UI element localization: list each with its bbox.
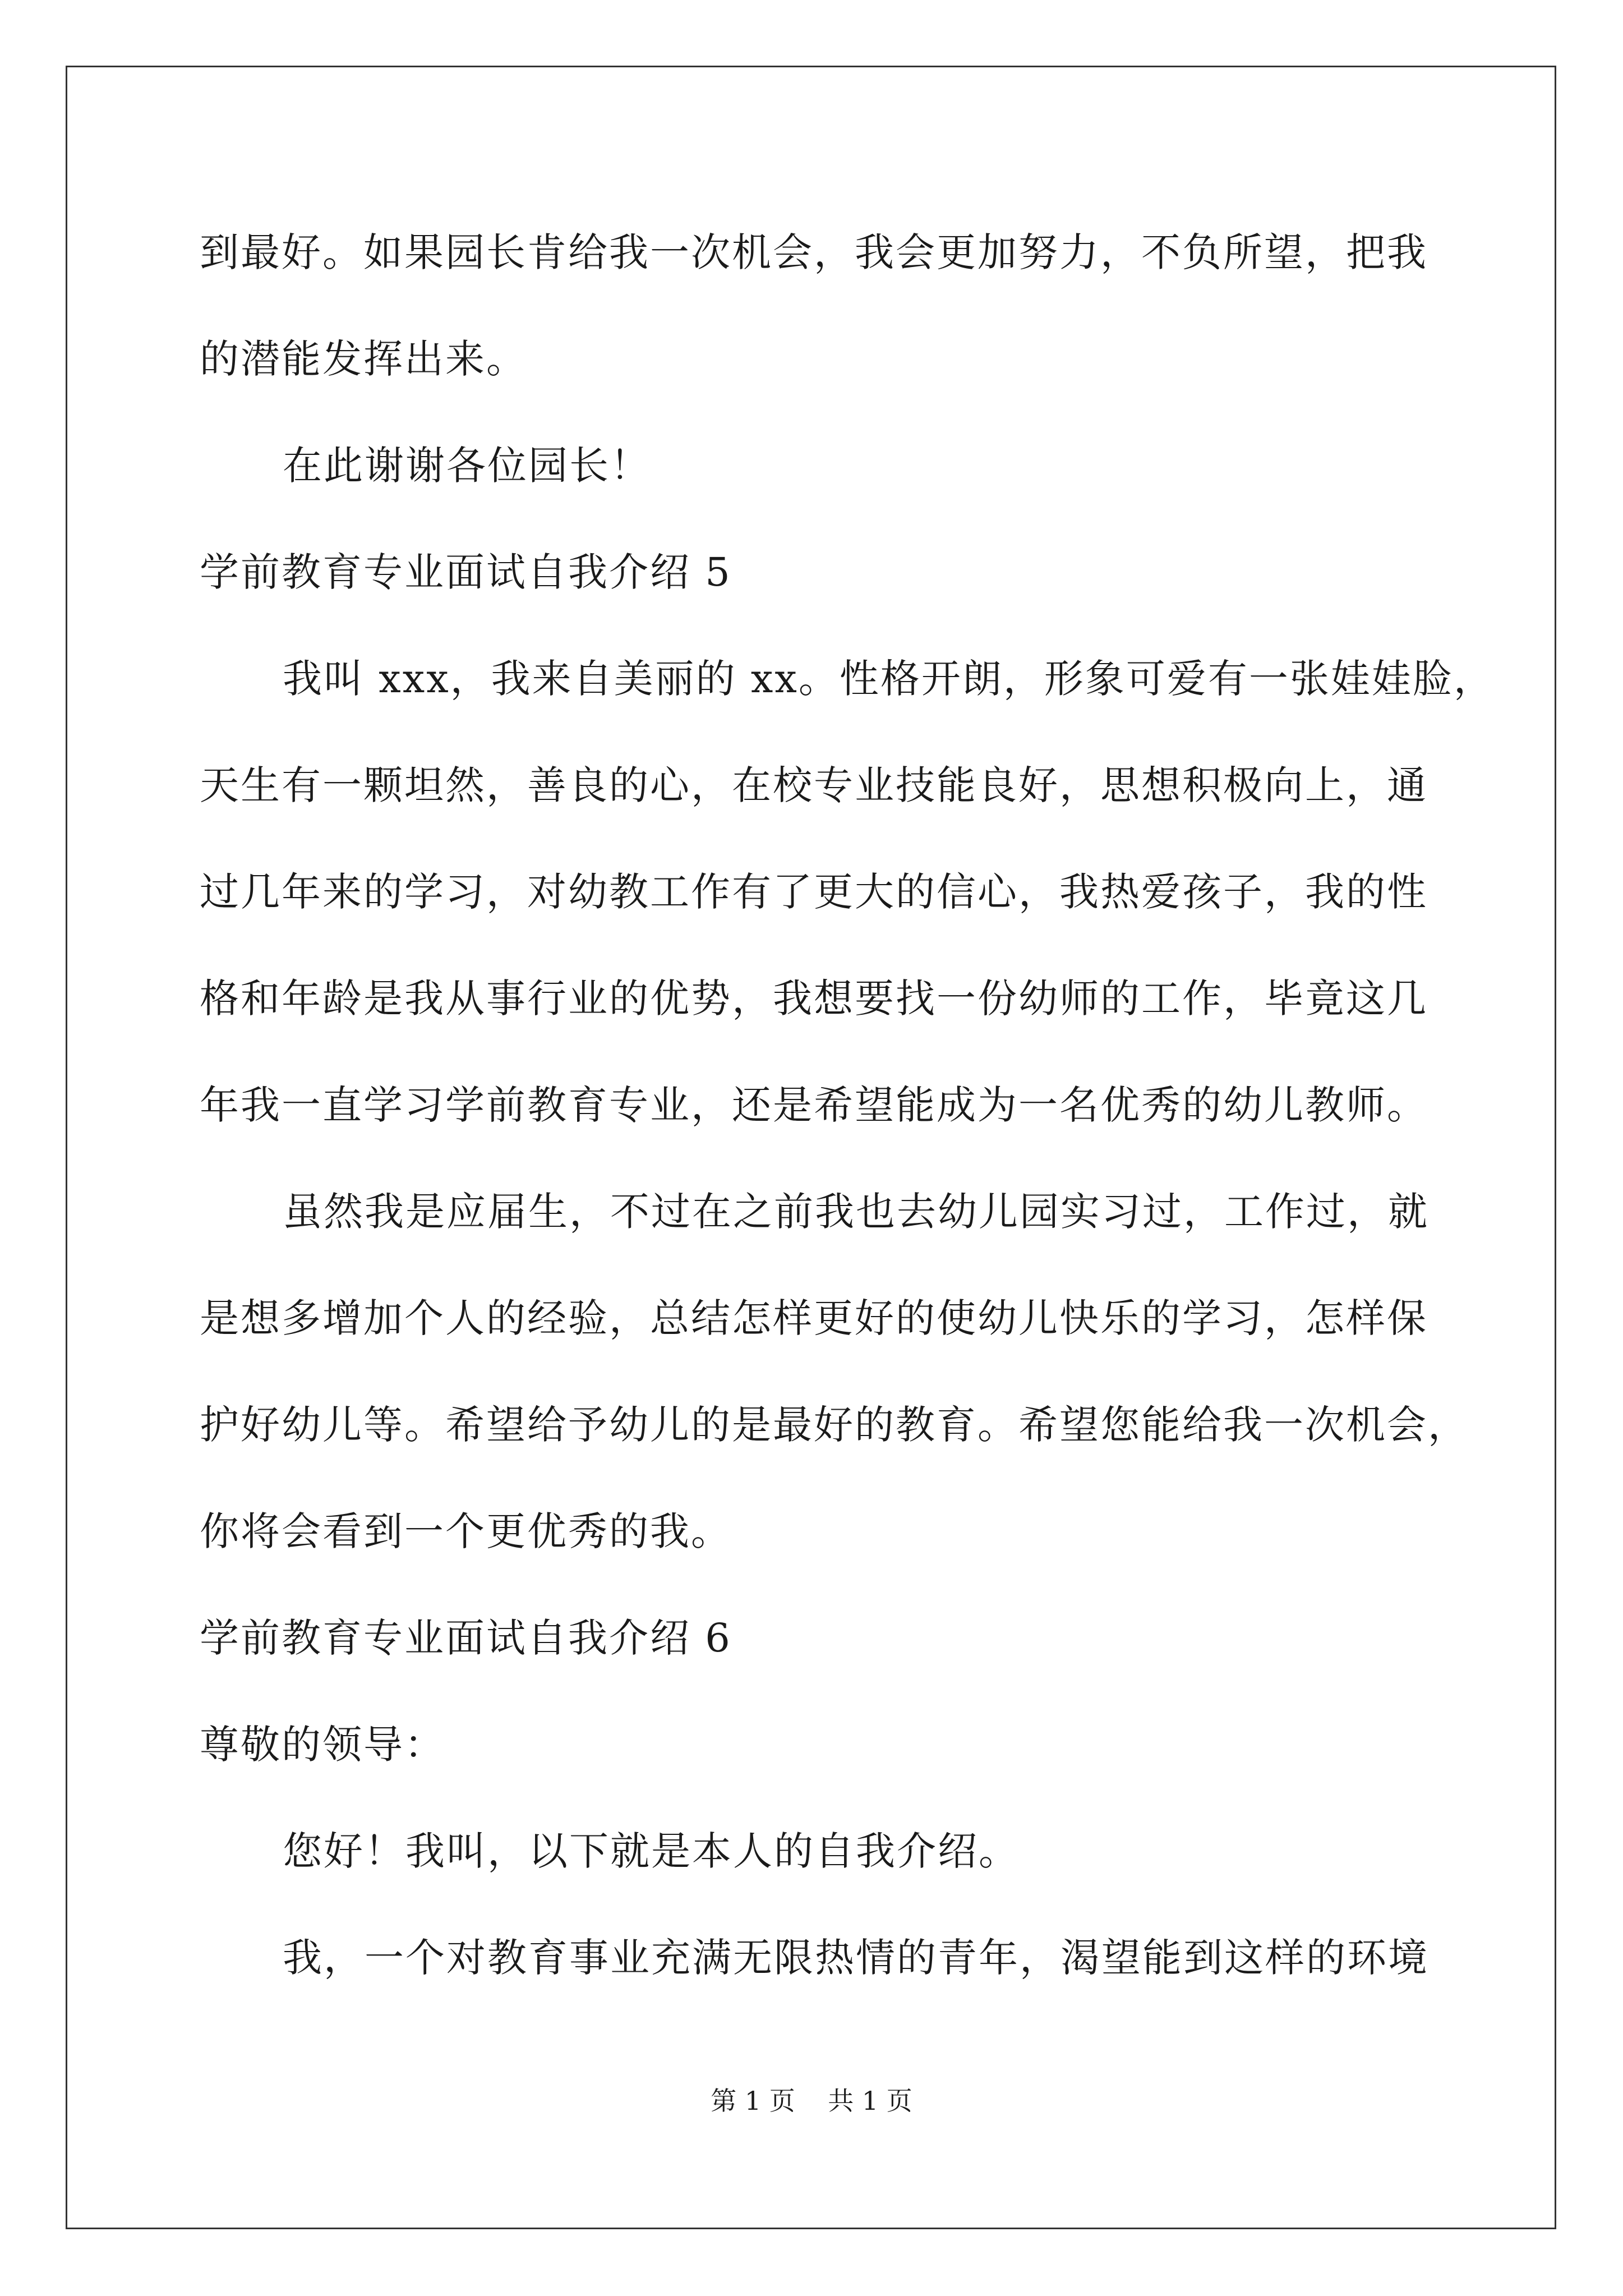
text-line: 是想多增加个人的经验，总结怎样更好的使幼儿快乐的学习，怎样保: [200, 1295, 1428, 1341]
section-heading: 学前教育专业面试自我介绍 6: [200, 1615, 732, 1661]
text-line: 在此谢谢各位园长！: [283, 443, 651, 489]
text-line: 年我一直学习学前教育专业，还是希望能成为一名优秀的幼儿教师。: [200, 1082, 1428, 1128]
section-heading: 学前教育专业面试自我介绍 5: [200, 549, 732, 595]
text-line: 虽然我是应届生，不过在之前我也去幼儿园实习过，工作过，就: [283, 1189, 1429, 1235]
page-number-footer: 第 1 页 共 1 页: [711, 2086, 912, 2116]
text-line: 格和年龄是我从事行业的优势，我想要找一份幼师的工作，毕竟这几: [200, 976, 1428, 1022]
text-line: 我叫 xxx，我来自美丽的 xx。性格开朗，形象可爱有一张娃娃脸，: [283, 656, 1495, 702]
text-line: 到最好。如果园长肯给我一次机会，我会更加努力，不负所望，把我: [200, 229, 1428, 275]
page-border: [66, 66, 1556, 2229]
text-line: 您好！我叫，以下就是本人的自我介绍。: [283, 1828, 1020, 1874]
text-line: 过几年来的学习，对幼教工作有了更大的信心，我热爱孩子，我的性: [200, 869, 1428, 915]
text-line: 我，一个对教育事业充满无限热情的青年，渴望能到这样的环境: [283, 1935, 1429, 1981]
text-line: 的潜能发挥出来。: [200, 336, 527, 382]
text-line: 天生有一颗坦然，善良的心，在校专业技能良好，思想积极向上，通: [200, 762, 1428, 808]
salutation: 尊敬的领导：: [200, 1722, 445, 1768]
text-line: 护好幼儿等。希望给予幼儿的是最好的教育。希望您能给我一次机会，: [200, 1402, 1469, 1448]
text-line: 你将会看到一个更优秀的我。: [200, 1508, 732, 1554]
